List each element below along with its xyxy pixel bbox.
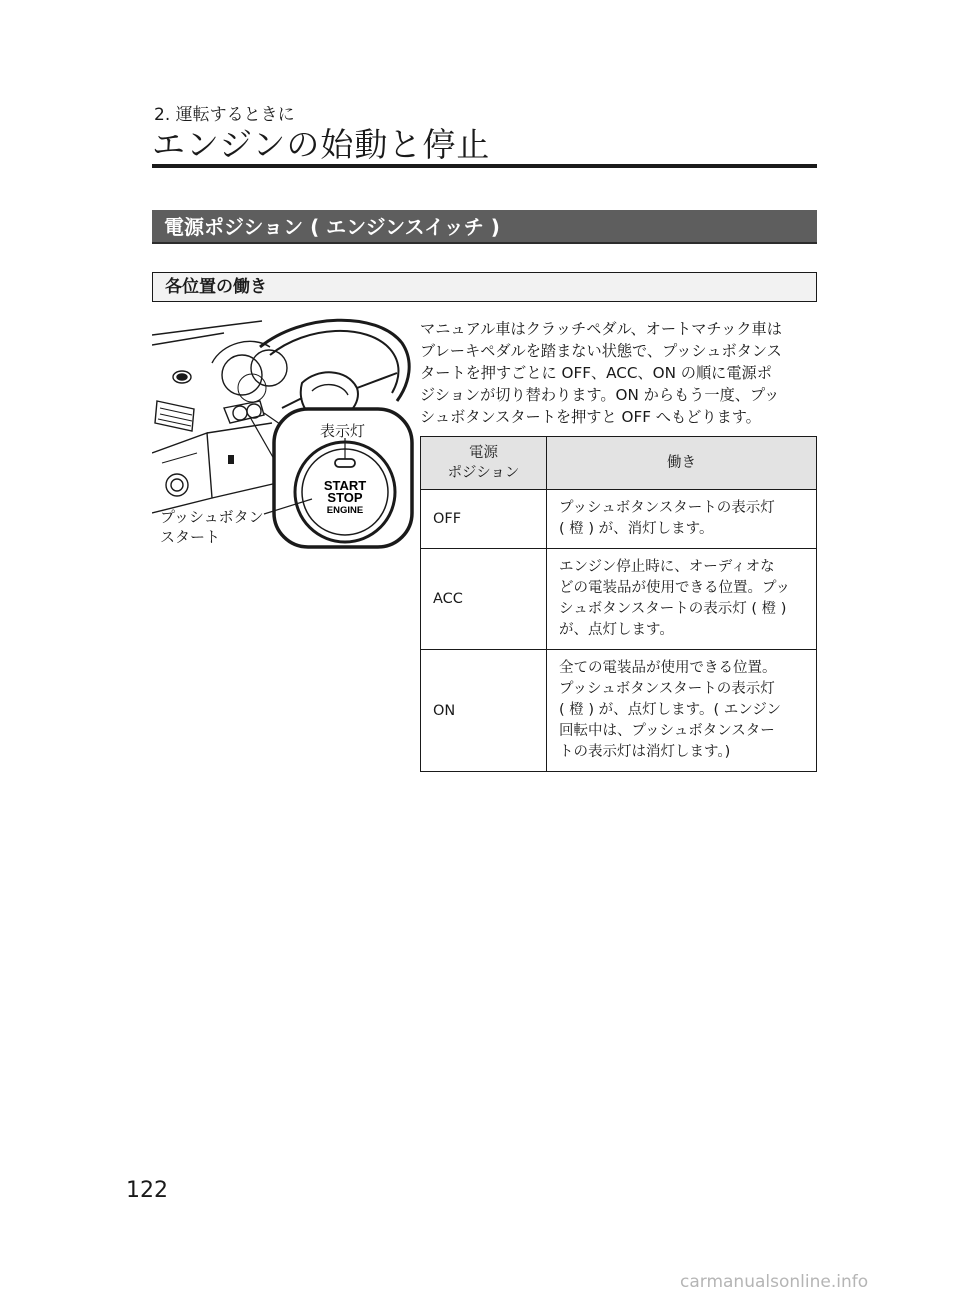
- column-header-position: 電源 ポジション: [421, 437, 547, 490]
- column-header-function: 働き: [547, 437, 817, 490]
- table-header-row: [421, 437, 817, 490]
- indicator-callout: 表示灯: [320, 422, 366, 440]
- page-number: 122: [126, 1178, 168, 1203]
- subsection-heading: 各位置の働き: [152, 272, 817, 302]
- table-row: [421, 490, 817, 549]
- position-cell: ACC: [421, 549, 547, 650]
- body-paragraph: マニュアル車はクラッチペダル、オートマチック車は ブレーキペダルを踏まない状態で、プッシュボタンス タートを押すごとに OFF、ACC、ON の順に電源ポ ジションが切り替わります。ON からもう一度、プッ シュボタンスタートを押すと OFF へもどります。: [420, 320, 782, 426]
- stop-label: STOP: [327, 490, 363, 505]
- description-cell: プッシュボタンスタートの表示灯 ( 橙 ) が、消灯します。: [547, 490, 817, 549]
- title-divider: [152, 164, 817, 168]
- table-row: [421, 650, 817, 772]
- position-cell: OFF: [421, 490, 547, 549]
- watermark: carmanualsonline.info: [680, 1272, 869, 1292]
- description-cell: 全ての電装品が使用できる位置。 プッシュボタンスタートの表示灯 ( 橙 ) が、点灯します。( エンジン 回転中は、プッシュボタンスター トの表示灯は消灯します。): [547, 650, 817, 772]
- page-title: エンジンの始動と停止: [152, 125, 491, 164]
- section-heading: 電源ポジション ( エンジンスイッチ ): [152, 210, 817, 244]
- push-button-callout: プッシュボタン スタート: [160, 508, 264, 546]
- position-cell: ON: [421, 650, 547, 772]
- description-cell: エンジン停止時に、オーディオな どの電装品が使用できる位置。プッ シュボタンスタートの表示灯 ( 橙 ) が、点灯します。: [547, 549, 817, 650]
- start-label: START: [323, 478, 367, 493]
- power-position-table: [420, 436, 817, 772]
- table-row: [421, 549, 817, 650]
- breadcrumb: 2. 運転するときに: [154, 105, 295, 125]
- engine-label: ENGINE: [326, 505, 364, 516]
